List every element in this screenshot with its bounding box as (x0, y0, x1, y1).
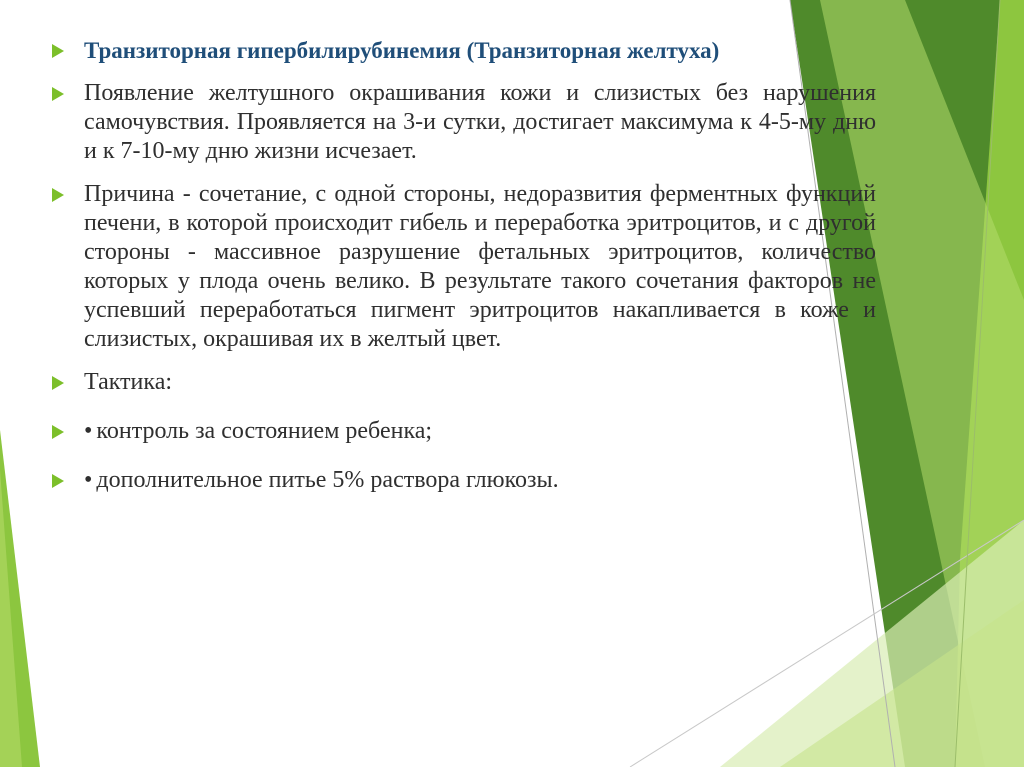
slide-title: Транзиторная гипербилирубинемия (Транзиторная желтуха) (84, 38, 720, 63)
slide-title-item (52, 36, 876, 65)
bullet-text: Появление желтушного окрашивания кожи и слизистых без нарушения самочувствия. Проявляется на 3-и сутки, достигает максимума к 4-5-му дню и к 7-10-му дню жизни исчезает. (84, 80, 876, 164)
triangle-bullet-icon (52, 44, 64, 58)
bullet-text: Тактика: (84, 369, 173, 395)
bullet-item-tactics (52, 368, 876, 397)
bullet-line (84, 466, 876, 495)
triangle-bullet-icon (52, 425, 64, 439)
bullet-item-glucose (52, 466, 876, 495)
bullet-item-monitoring (52, 417, 876, 446)
bullet-item-cause (52, 180, 876, 354)
bullet-text: контроль за состоянием ребенка; (96, 418, 433, 444)
triangle-bullet-icon (52, 376, 64, 390)
triangle-bullet-icon (52, 87, 64, 101)
bullet-text: Причина - сочетание, с одной стороны, недоразвития ферментных функций печени, в которой происходит гибель и переработка эритроцитов, и с другой стороны - массивное разрушение фетальных эритроцитов, количество которых у плода очень велико. В результате такого сочетания факторов не успевший переработаться пигмент эритроцитов накапливается в коже и слизистых, окрашивая их в желтый цвет. (84, 181, 876, 352)
bullet-line (84, 417, 876, 446)
dot-marker: • (84, 467, 93, 493)
dot-marker: • (84, 418, 93, 444)
bullet-item-description (52, 79, 876, 166)
slide-content (52, 36, 876, 515)
triangle-bullet-icon (52, 474, 64, 488)
triangle-bullet-icon (52, 188, 64, 202)
bullet-text: дополнительное питье 5% раствора глюкозы. (96, 467, 559, 493)
